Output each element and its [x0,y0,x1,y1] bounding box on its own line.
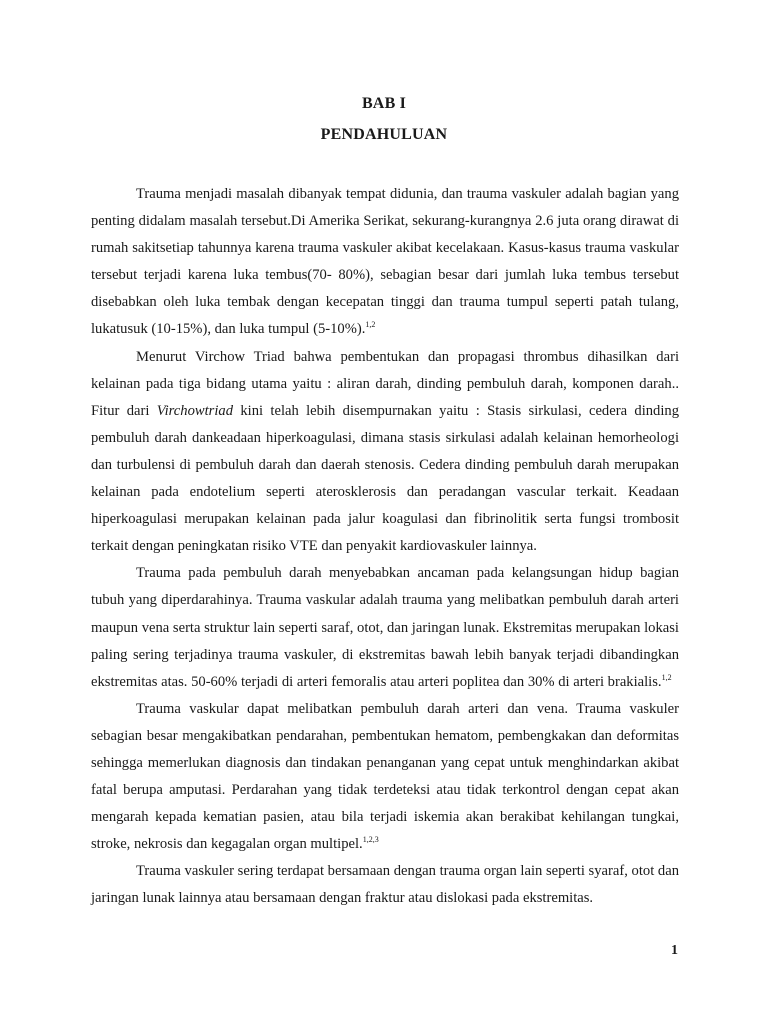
paragraph-1-text: Trauma menjadi masalah dibanyak tempat didunia, dan trauma vaskuler adalah bagian yang penting didalam masalah tersebut.Di Amerika Serikat, sekurang-kurangnya 2.6 juta orang dirawat di rumah sakitsetiap tahunnya karena trauma vaskuler akibat kecelakaan. Kasus-kasus trauma vaskular tersebut terjadi karena luka tembus(70- 80%), sebagian besar dari jumlah luka tembus tersebut disebabkan oleh luka tembak dengan kecepatan tinggi dan trauma tumpul seperti patah tulang, lukatusuk (10-15%), dan luka tumpul (5-10%). [91,186,679,338]
paragraph-5-text: Trauma vaskuler sering terdapat bersamaan dengan trauma organ lain seperti syaraf, otot dan jaringan lunak lainnya atau bersamaan dengan fraktur atau dislokasi pada ekstremitas. [91,863,679,907]
citation-superscript: 1,2,3 [362,835,379,845]
chapter-title: PENDAHULUAN [320,126,448,143]
paragraph-5 [91,858,679,912]
citation-superscript: 1,2 [365,320,376,330]
paragraph-3 [91,560,679,695]
body-text [91,181,679,913]
paragraph-2 [91,344,679,561]
page-number: 1 [671,943,678,958]
paragraph-3-text: Trauma pada pembuluh darah menyebabkan ancaman pada kelangsungan hidup bagian tubuh yang diperdarahinya. Trauma vaskular adalah trauma yang melibatkan pembuluh darah arteri maupun vena serta struktur lain seperti saraf, otot, dan jaringan lunak. Ekstremitas merupakan lokasi paling sering terjadinya trauma vaskuler, di ekstremitas bawah lebih banyak terjadi dibandingkan ekstremitas atas. 50-60% terjadi di arteri femoralis atau arteri poplitea dan 30% di arteri brakialis. [91,565,679,690]
chapter-number: BAB I [361,95,407,112]
paragraph-2-text-start: Menurut Virchow Triad bahwa pembentukan dan propagasi thrombus dihasilkan dari kelainan pada tiga bidang utama yaitu : aliran darah, dinding pembuluh darah, komponen darah.. Fitur dari [91,348,679,419]
paragraph-1 [91,181,679,344]
italic-term-virchowtriad: Virchowtriad [156,402,233,419]
paragraph-4-text: Trauma vaskular dapat melibatkan pembuluh darah arteri dan vena. Trauma vaskuler sebagian besar mengakibatkan pendarahan, pembentukan hematom, pembengkakan dan deformitas sehingga memerlukan diagnosis dan tindakan penanganan yang cepat untuk menghindarkan akibat fatal berupa amputasi. Perdarahan yang tidak terdeteksi atau tidak terkontrol dengan cepat akan mengarah kepada kematian pasien, atau bila terjadi iskemia akan berakibat kehilangan tungkai, stroke, nekrosis dan kegagalan organ multipel. [91,700,679,853]
paragraph-2-text-end: kini telah lebih disempurnakan yaitu : Stasis sirkulasi, cedera dinding pembuluh darah dankeadaan hiperkoagulasi, dimana stasis sirkulasi adalah kelainan hemorheologi dan turbulensi di pembuluh darah dan daerah stenosis. Cedera dinding pembuluh darah merupakan kelainan pada endotelium seperti aterosklerosis dan peradangan vascular terkait. Keadaan hiperkoagulasi merupakan kelainan pada jalur koagulasi dan fibrinolitik serta fungsi trombosit terkait dengan peningkatan risiko VTE dan penyakit kardiovaskuler lainnya. [91,402,679,555]
paragraph-4 [91,696,679,859]
citation-superscript: 1,2 [661,672,672,682]
